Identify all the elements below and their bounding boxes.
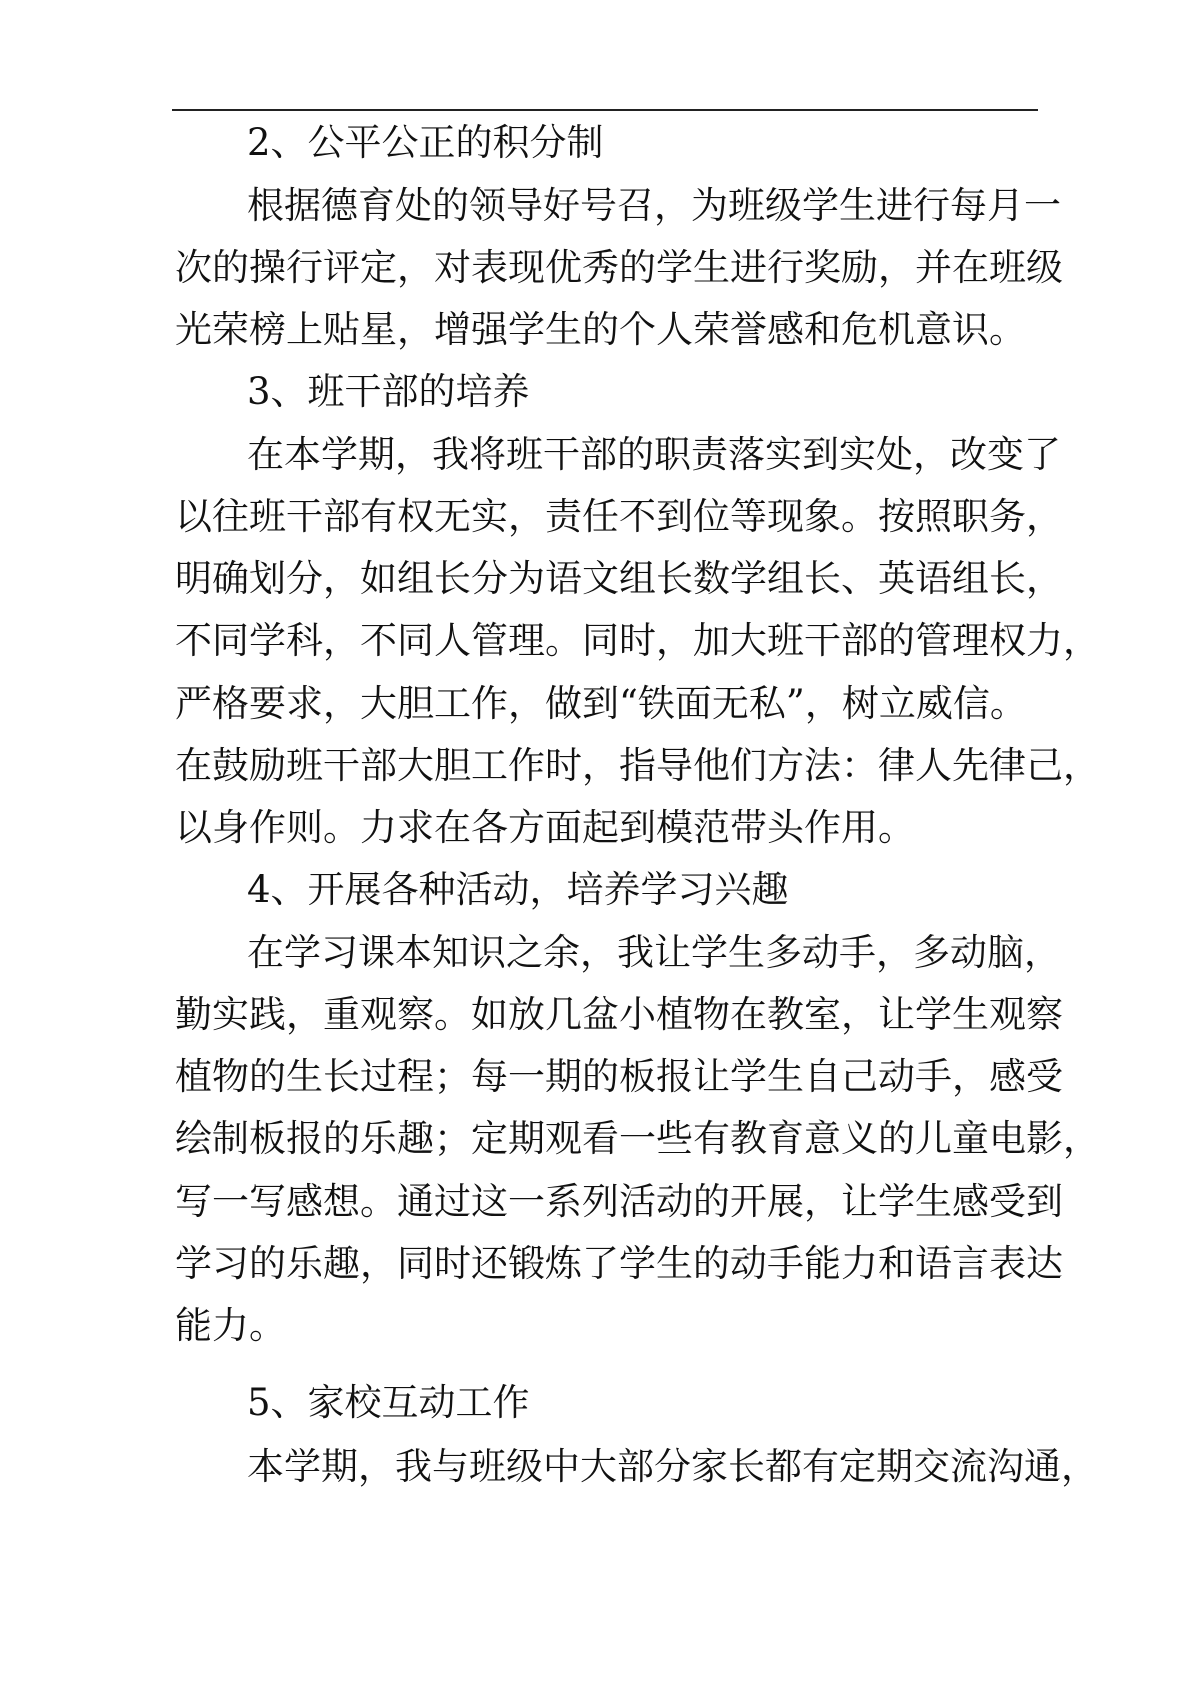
paragraph-line: 在学习课本知识之余，我让学生多动手，多动脑， bbox=[247, 931, 1061, 974]
paragraph-line: 严格要求，大胆工作，做到“铁面无私”，树立威信。 bbox=[175, 682, 1027, 725]
paragraph-line: 植物的生长过程；每一期的板报让学生自己动手，感受 bbox=[175, 1055, 1063, 1098]
paragraph-line: 学习的乐趣，同时还锻炼了学生的动手能力和语言表达 bbox=[175, 1242, 1063, 1285]
paragraph-line: 在鼓励班干部大胆工作时，指导他们方法：律人先律己， bbox=[175, 744, 1100, 787]
paragraph-line: 写一写感想。通过这一系列活动的开展，让学生感受到 bbox=[175, 1180, 1063, 1223]
section-heading-3: 3、班干部的培养 bbox=[247, 370, 530, 413]
paragraph-line: 不同学科，不同人管理。同时，加大班干部的管理权力， bbox=[175, 619, 1100, 662]
paragraph-line: 光荣榜上贴星，增强学生的个人荣誉感和危机意识。 bbox=[175, 308, 1026, 351]
section-heading-5: 5、家校互动工作 bbox=[247, 1381, 530, 1424]
paragraph-line: 次的操行评定，对表现优秀的学生进行奖励，并在班级 bbox=[175, 246, 1063, 289]
paragraph-line: 明确划分，如组长分为语文组长数学组长、英语组长， bbox=[175, 557, 1063, 600]
paragraph-line: 能力。 bbox=[175, 1304, 286, 1347]
section-heading-4: 4、开展各种活动，培养学习兴趣 bbox=[247, 868, 789, 911]
header-rule bbox=[172, 109, 1038, 111]
paragraph-line: 勤实践，重观察。如放几盆小植物在教室，让学生观察 bbox=[175, 993, 1063, 1036]
paragraph-line: 在本学期，我将班干部的职责落实到实处，改变了 bbox=[247, 433, 1061, 476]
paragraph-line: 根据德育处的领导好号召，为班级学生进行每月一 bbox=[247, 184, 1061, 227]
paragraph-line: 以往班干部有权无实，责任不到位等现象。按照职务， bbox=[175, 495, 1063, 538]
paragraph-line: 以身作则。力求在各方面起到模范带头作用。 bbox=[175, 806, 915, 849]
section-heading-2: 2、公平公正的积分制 bbox=[247, 121, 604, 164]
paragraph-line: 绘制板报的乐趣；定期观看一些有教育意义的儿童电影， bbox=[175, 1117, 1100, 1160]
paragraph-line: 本学期，我与班级中大部分家长都有定期交流沟通， bbox=[247, 1445, 1098, 1488]
